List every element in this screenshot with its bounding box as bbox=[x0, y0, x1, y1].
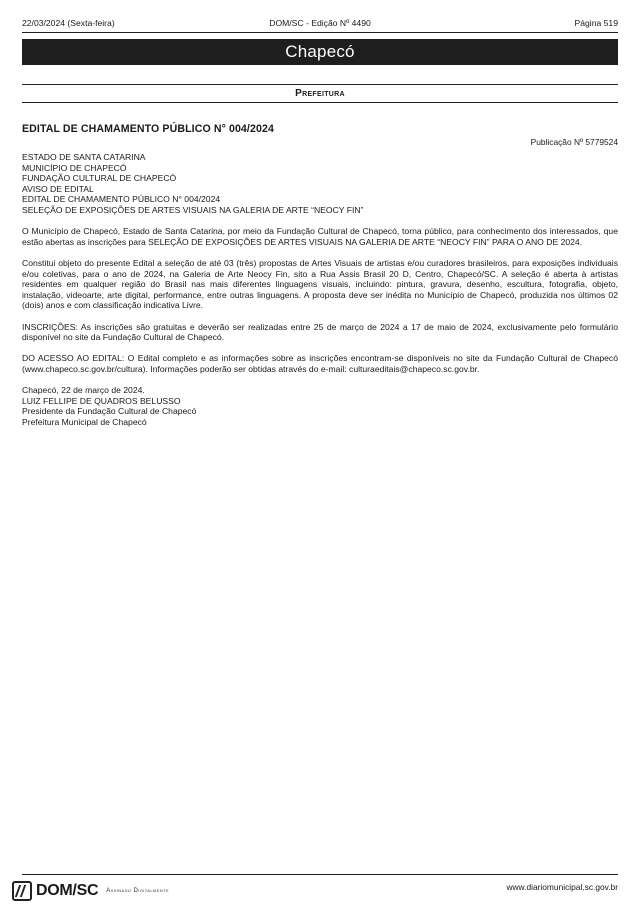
document-title: EDITAL DE CHAMAMENTO PÚBLICO N° 004/2024 bbox=[22, 123, 274, 135]
section-bottom-divider bbox=[22, 102, 618, 103]
body-paragraph-intro: O Município de Chapecó, Estado de Santa Catarina, por meio da Fundação Cultural de Chapecó, torna público, para conhecimento dos interessados, que estão abertas as inscrições para SELEÇÃO DE EXPOSIÇÕES DE ARTES VISUAIS NA GALERIA DE ARTE “NEOCY FIN” PARA O ANO DE 2024. bbox=[22, 226, 618, 247]
footer-divider bbox=[22, 874, 618, 875]
section-label: Prefeitura bbox=[295, 88, 345, 99]
header-edition: DOM/SC - Edição Nº 4490 bbox=[269, 18, 371, 28]
signature-line: LUIZ FELLIPE DE QUADROS BELUSSO bbox=[22, 395, 181, 406]
header-page-number: Página 519 bbox=[574, 18, 618, 28]
logo-text: DOM/SC bbox=[36, 882, 99, 899]
heading-line: AVISO DE EDITAL bbox=[22, 183, 94, 194]
signature-line: Presidente da Fundação Cultural de Chapecó bbox=[22, 406, 197, 417]
page-header bbox=[22, 17, 618, 29]
publication-number: Publicação Nº 5779524 bbox=[530, 137, 618, 147]
heading-line: ESTADO DE SANTA CATARINA bbox=[22, 152, 146, 162]
municipality-title: Chapecó bbox=[22, 39, 618, 65]
signature-line: Chapecó, 22 de março de 2024. bbox=[22, 385, 145, 396]
heading-block bbox=[22, 152, 618, 216]
section-top-divider bbox=[22, 84, 618, 85]
heading-line: MUNICÍPIO DE CHAPECÓ bbox=[22, 162, 127, 173]
body-paragraph-object: Constitui objeto do presente Edital a seleção de até 03 (três) propostas de Artes Visuais de artistas e/ou curadores brasileiros, para exposições individuais e/ou coletivas, para o ano de 2024, na Galeria de Arte Neocy Fin, sito a Rua Assis Brasil 20 D, Centro, Chapecó/SC. A seleção é aberta à artistas residentes em qualquer região do Brasil nas mais diferentes linguagens visuais, incluindo: pintura, gravura, desenho, escultura, fotografia, objeto, instalação, videoarte, arte digital, performance, entre outras linguagens. A proposta deve ser inédita no Município de Chapecó, produzida nos últimos 02 (dois) anos e com classificação indicativa Livre. bbox=[22, 257, 618, 311]
header-date: 22/03/2024 (Sexta-feira) bbox=[22, 18, 115, 28]
body-paragraph-access: DO ACESSO AO EDITAL: O Edital completo e as informações sobre as inscrições encontram-se disponíveis no site da Fundação Cultural de Chapecó (www.chapeco.sc.gov.br/cultura). Informações poderão ser obtidas através do e-mail: culturaeditais@chapeco.sc.gov.br. bbox=[22, 353, 618, 374]
dom-sc-logo-icon bbox=[12, 881, 32, 901]
signature-block bbox=[22, 385, 618, 427]
heading-line: SELEÇÃO DE EXPOSIÇÕES DE ARTES VISUAIS NA GALERIA DE ARTE “NEOCY FIN” bbox=[22, 204, 364, 215]
dom-sc-logo bbox=[12, 879, 169, 903]
heading-line: EDITAL DE CHAMAMENTO PÚBLICO N° 004/2024 bbox=[22, 194, 221, 205]
document-body bbox=[22, 152, 618, 438]
footer-url[interactable]: www.diariomunicipal.sc.gov.br bbox=[506, 882, 618, 892]
body-paragraph-registration: INSCRIÇÕES: As inscrições são gratuitas e deverão ser realizadas entre 25 de março de 2024 a 17 de maio de 2024, exclusivamente pelo formulário disponível no site da Fundação Cultural de Chapecó. bbox=[22, 321, 618, 343]
header-divider bbox=[22, 32, 618, 33]
signature-line: Prefeitura Municipal de Chapecó bbox=[22, 416, 147, 427]
logo-subtitle: Assinado Digitalmente bbox=[106, 888, 169, 894]
heading-line: FUNDAÇÃO CULTURAL DE CHAPECÓ bbox=[22, 173, 177, 184]
